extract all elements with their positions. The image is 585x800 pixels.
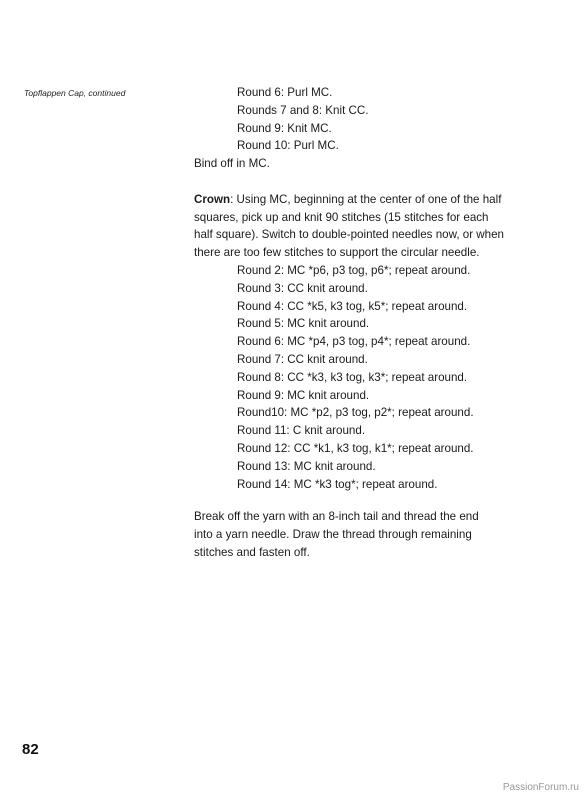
crown-round: Round 6: MC *p4, p3 tog, p4*; repeat around.: [237, 335, 471, 349]
pattern-round: Round 6: Purl MC.: [237, 86, 333, 99]
page-number: 82: [22, 741, 39, 758]
crown-round: Round 2: MC *p6, p3 tog, p6*; repeat around.: [237, 263, 471, 277]
finishing-text-line: stitches and fasten off.: [194, 545, 310, 559]
crown-round: Round 8: CC *k3, k3 tog, k3*; repeat around.: [237, 370, 468, 384]
watermark: PassionForum.ru: [502, 782, 579, 793]
crown-round: Round 9: MC knit around.: [237, 388, 370, 402]
finishing-text-line: Break off the yarn with an 8-inch tail and thread the end: [194, 510, 479, 524]
pattern-round: Rounds 7 and 8: Knit CC.: [237, 103, 369, 117]
pattern-round: Round 9: Knit MC.: [237, 121, 332, 135]
finishing-text-line: into a yarn needle. Draw the thread through remaining: [194, 528, 472, 542]
crown-label: Crown: [194, 192, 231, 206]
crown-round: Round 12: CC *k1, k3 tog, k1*; repeat around.: [237, 441, 474, 455]
pattern-text: [194, 84, 524, 562]
crown-text-line: : Using MC, beginning at the center of one of the half: [230, 192, 502, 206]
crown-round: Round 11: C knit around.: [237, 424, 366, 438]
crown-round: Round 13: MC knit around.: [237, 459, 376, 473]
finishing-paragraph: [194, 508, 524, 561]
crown-round: Round 5: MC knit around.: [237, 317, 370, 331]
crown-round: Round 4: CC *k5, k3 tog, k5*; repeat around.: [237, 299, 468, 313]
crown-round: Round 14: MC *k3 tog*; repeat around.: [237, 477, 438, 491]
crown-text-line: there are too few stitches to support the circular needle.: [194, 246, 480, 260]
crown-text-line: squares, pick up and knit 90 stitches (15 stitches for each: [194, 210, 489, 224]
running-head: Topflappen Cap, continued: [24, 88, 126, 98]
pattern-round: Round 10: Purl MC.: [237, 139, 339, 153]
crown-text-line: half square). Switch to double-pointed needles now, or when: [194, 228, 505, 242]
crown-round: Round 3: CC knit around.: [237, 281, 368, 295]
crown-paragraph: [194, 191, 524, 262]
crown-round: Round 7: CC knit around.: [237, 352, 368, 366]
bind-off-instruction: Bind off in MC.: [194, 157, 270, 171]
crown-round: Round10: MC *p2, p3 tog, p2*; repeat around.: [237, 406, 474, 420]
